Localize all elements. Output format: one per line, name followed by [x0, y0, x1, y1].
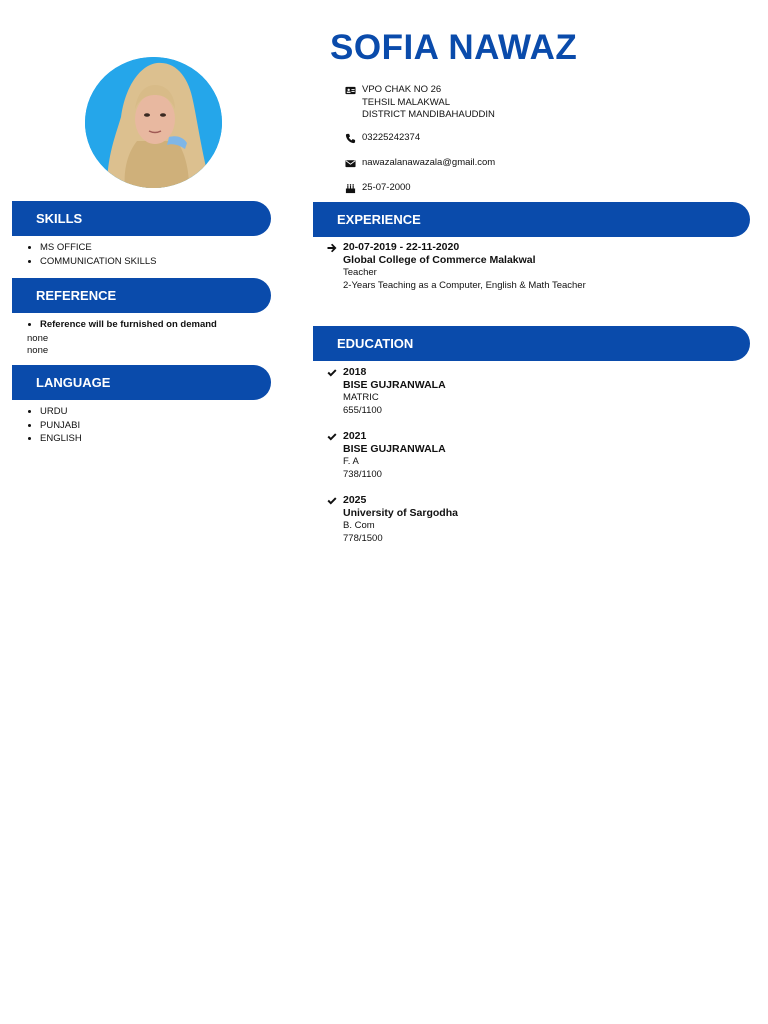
education-degree: MATRIC — [343, 392, 379, 403]
education-institute: BISE GUJRANWALA — [343, 379, 446, 391]
language-header: LANGUAGE — [12, 365, 271, 400]
experience-company: Global College of Commerce Malakwal — [343, 254, 536, 266]
address-line-1: VPO CHAK NO 26 — [362, 84, 442, 95]
check-icon — [327, 368, 337, 378]
profile-photo-illustration — [85, 57, 222, 188]
reference-note-list — [27, 318, 217, 332]
education-institute: BISE GUJRANWALA — [343, 443, 446, 455]
language-item: ENGLISH — [27, 432, 82, 446]
email-address: nawazalanawazala@gmail.com — [362, 157, 496, 168]
education-year: 2021 — [343, 430, 367, 442]
skills-header: SKILLS — [12, 201, 271, 236]
experience-dates: 20-07-2019 - 22-11-2020 — [343, 241, 460, 253]
language-item: PUNJABI — [27, 419, 82, 433]
arrow-right-icon — [327, 243, 337, 253]
check-icon — [327, 496, 337, 506]
skill-item: COMMUNICATION SKILLS — [27, 255, 156, 269]
education-marks: 778/1500 — [343, 533, 383, 544]
education-year: 2025 — [343, 494, 367, 506]
address-line-2: TEHSIL MALAKWAL — [362, 96, 450, 108]
profile-photo — [85, 57, 222, 188]
reference-note: Reference will be furnished on demand — [27, 318, 217, 332]
education-degree: F. A — [343, 456, 359, 467]
skill-item: MS OFFICE — [27, 241, 156, 255]
education-marks: 655/1100 — [343, 405, 382, 416]
education-marks: 738/1100 — [343, 469, 382, 480]
candidate-name: SOFIA NAWAZ — [330, 28, 578, 67]
envelope-icon — [345, 158, 356, 169]
phone-icon — [345, 133, 356, 144]
education-degree: B. Com — [343, 520, 375, 531]
check-icon — [327, 432, 337, 442]
birthdate: 25-07-2000 — [362, 182, 411, 193]
reference-line: none — [27, 345, 49, 356]
education-year: 2018 — [343, 366, 367, 378]
skills-list — [27, 241, 156, 268]
experience-header: EXPERIENCE — [313, 202, 750, 237]
language-list — [27, 405, 82, 446]
phone-number: 03225242374 — [362, 132, 421, 143]
reference-line: none — [27, 333, 49, 344]
education-header: EDUCATION — [313, 326, 750, 361]
experience-role: Teacher — [343, 267, 377, 278]
experience-description: 2-Years Teaching as a Computer, English & Math Teacher — [343, 280, 586, 291]
birthday-cake-icon — [345, 183, 356, 194]
language-item: URDU — [27, 405, 82, 419]
education-institute: University of Sargodha — [343, 507, 458, 519]
id-card-icon — [345, 85, 356, 96]
address-line-3: DISTRICT MANDIBAHAUDDIN — [362, 109, 495, 120]
reference-header: REFERENCE — [12, 278, 271, 313]
